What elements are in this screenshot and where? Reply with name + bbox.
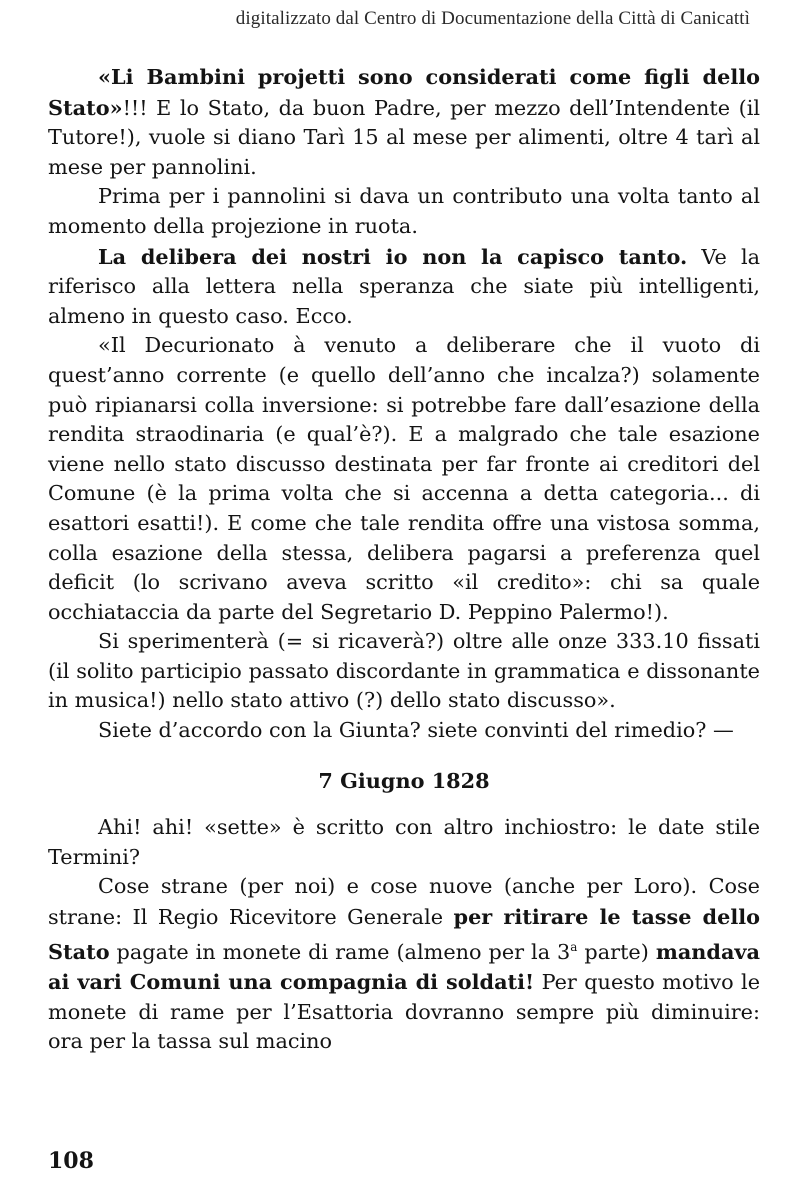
bold-text: per ritirare le tasse dello Stato [48,904,761,964]
text-run: Siete d’accordo con la Giunta? siete convinti del rimedio? — [98,718,734,743]
paragraph [48,331,760,627]
page-body [48,62,760,1057]
text-run: !!! E lo Stato, da buon Padre, per mezzo dell’Intendente (il Tutore!), vuole si diano Tarì 15 al mese per alimenti, oltre 4 tarì al mese per pannolini. [48,95,760,179]
text-run: Si sperimenterà (= si ricaverà?) oltre alle onze 333.10 fissati (il solito participio passato discordante in grammatica e dissonante in musica!) nello stato attivo (?) dello stato discusso». [48,629,760,713]
text-run: parte) [577,939,656,964]
section-heading: 7 Giugno 1828 [318,767,490,793]
text-block-1 [48,62,760,746]
text-run: «Il Decurionato à venuto a deliberare che il vuoto di quest’anno corrente (e quello dell’anno che incalza?) solamente può ripianarsi colla inversione: si potrebbe fare dall’esazione della rendita straodinaria (e qual’è?). E a malgrado che tale esazione viene nello stato discusso destinata per far fronte ai creditori del Comune (è la prima volta che si accenna a detta categoria... di esattori esatti!). E come che tale rendita offre una vistosa somma, colla esazione della stessa, delibera pagarsi a preferenza quel deficit (lo scrivano aveva scritto «il credito»: chi sa quale occhiataccia da parte del Segretario D. Peppino Palermo!). [48,333,760,624]
text-run: Ve la riferisco alla lettera nella speranza che siate più intelligenti, almeno in questo caso. Ecco. [48,244,760,328]
superscript: a [570,939,578,954]
paragraph [48,627,760,716]
page-number: 108 [48,1148,94,1174]
paragraph [48,242,760,332]
text-run: pagate in monete di rame (almeno per la 3 [109,939,571,964]
paragraph [48,716,760,746]
paragraph [48,62,760,182]
paragraph [48,182,760,241]
text-run: Ahi! ahi! «sette» è scritto con altro inchiostro: le date stile Termini? [48,815,760,869]
bold-text: La delibera dei nostri io non la capisco tanto. [98,243,688,269]
text-run: Per questo motivo le monete di rame per l’Esattoria dovranno sempre più diminuire: ora per la tassa sul macino [48,970,760,1054]
paragraph [48,872,760,1056]
text-run: Cose strane (per noi) e cose nuove (anche per Loro). Cose strane: Il Regio Ricevitore Generale [48,874,760,930]
digitization-credit: digitalizzato dal Centro di Documentazione della Città di Canicattì [235,8,750,29]
text-block-2 [48,813,760,1057]
bold-text: «Li Bambini projetti sono considerati come figli dello Stato» [48,64,760,120]
text-run: Prima per i pannolini si dava un contributo una volta tanto al momento della projezione in ruota. [48,184,760,238]
paragraph [48,813,760,872]
bold-text: mandava ai vari Comuni una compagnia di soldati! [48,938,760,995]
